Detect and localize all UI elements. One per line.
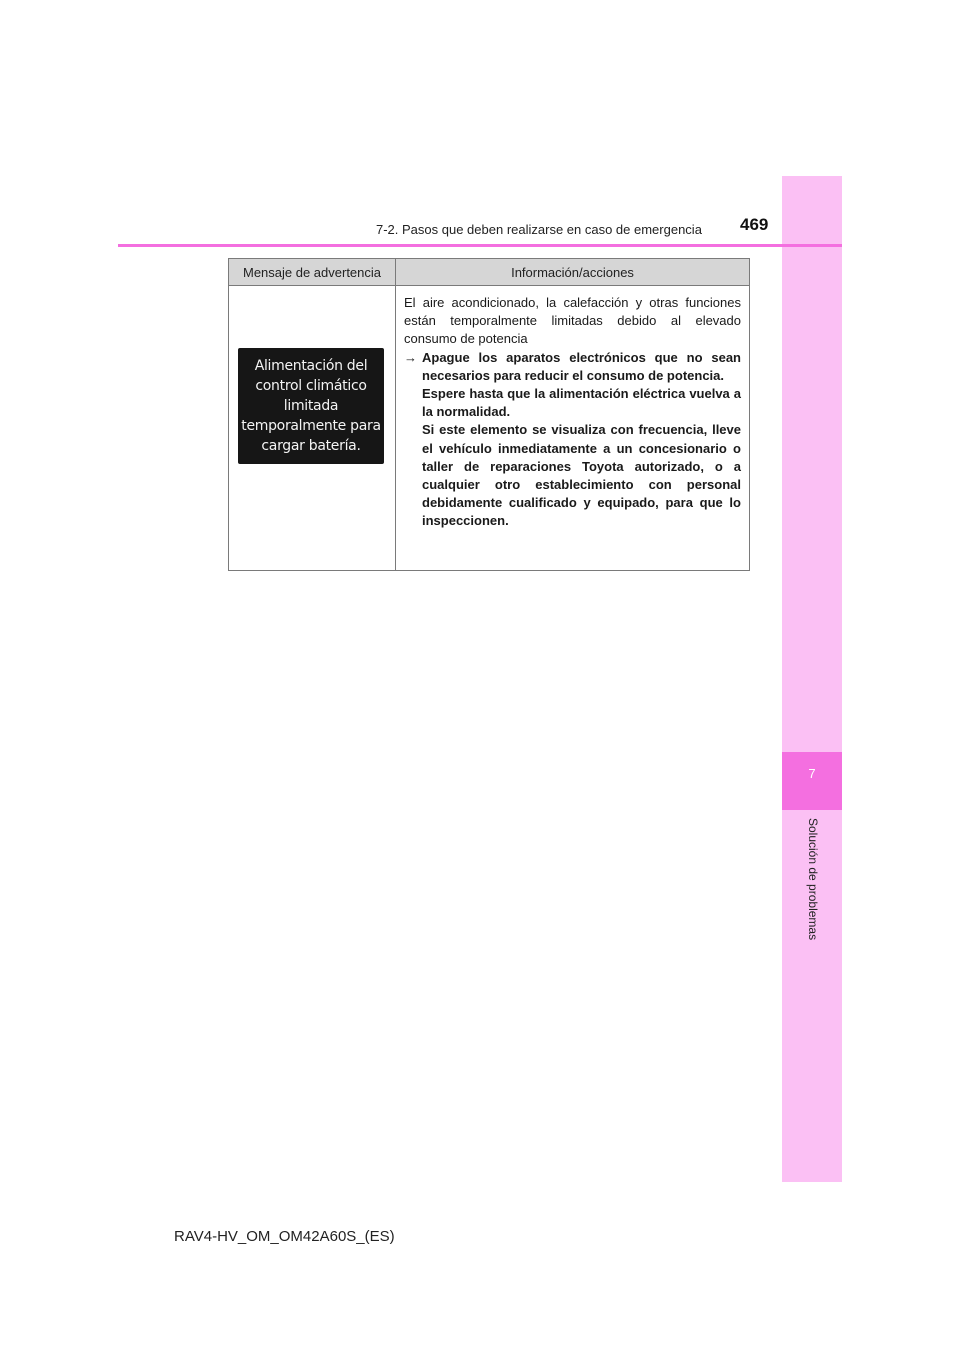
table-header-row bbox=[229, 259, 750, 286]
display-line: temporalmente para bbox=[241, 418, 381, 434]
column-header-message: Mensaje de advertencia bbox=[229, 259, 396, 286]
message-cell bbox=[229, 286, 396, 571]
chapter-sidebar bbox=[782, 176, 842, 1182]
table-row bbox=[229, 286, 750, 571]
action-step: Si este elemento se visualiza con frecuencia, lleve el vehículo inmediatamente a un concesionario o taller de reparaciones Toyota autorizado, o a cualquier otro establecimiento con personal debidamente cualificado y equipado, para que lo inspeccionen. bbox=[422, 422, 741, 529]
display-line: cargar batería. bbox=[261, 438, 361, 454]
display-line: control climático bbox=[255, 378, 367, 394]
warning-message-display bbox=[238, 348, 384, 464]
chapter-tab[interactable] bbox=[782, 752, 842, 810]
arrow-icon: → bbox=[404, 349, 417, 365]
action-step: Espere hasta que la alimentación eléctrica vuelva a la normalidad. bbox=[422, 386, 741, 420]
page-number: 469 bbox=[740, 215, 769, 234]
warning-message-table bbox=[228, 258, 750, 571]
display-line: limitada bbox=[283, 398, 339, 414]
action-block bbox=[404, 349, 741, 531]
header-divider bbox=[118, 244, 842, 247]
chapter-label: Solución de problemas bbox=[806, 818, 820, 941]
document-code: RAV4-HV_OM_OM42A60S_(ES) bbox=[174, 1228, 395, 1245]
info-cell bbox=[396, 286, 750, 571]
column-header-info: Información/acciones bbox=[396, 259, 750, 286]
display-line: Alimentación del bbox=[254, 358, 368, 374]
section-title: 7-2. Pasos que deben realizarse en caso de emergencia bbox=[376, 222, 702, 237]
chapter-number: 7 bbox=[808, 766, 816, 781]
info-intro-text: El aire acondicionado, la calefacción y otras funciones están temporalmente limitadas debido al elevado consumo de potencia bbox=[404, 295, 741, 347]
action-step: Apague los aparatos electrónicos que no sean necesarios para reducir el consumo de potencia. bbox=[422, 349, 741, 383]
